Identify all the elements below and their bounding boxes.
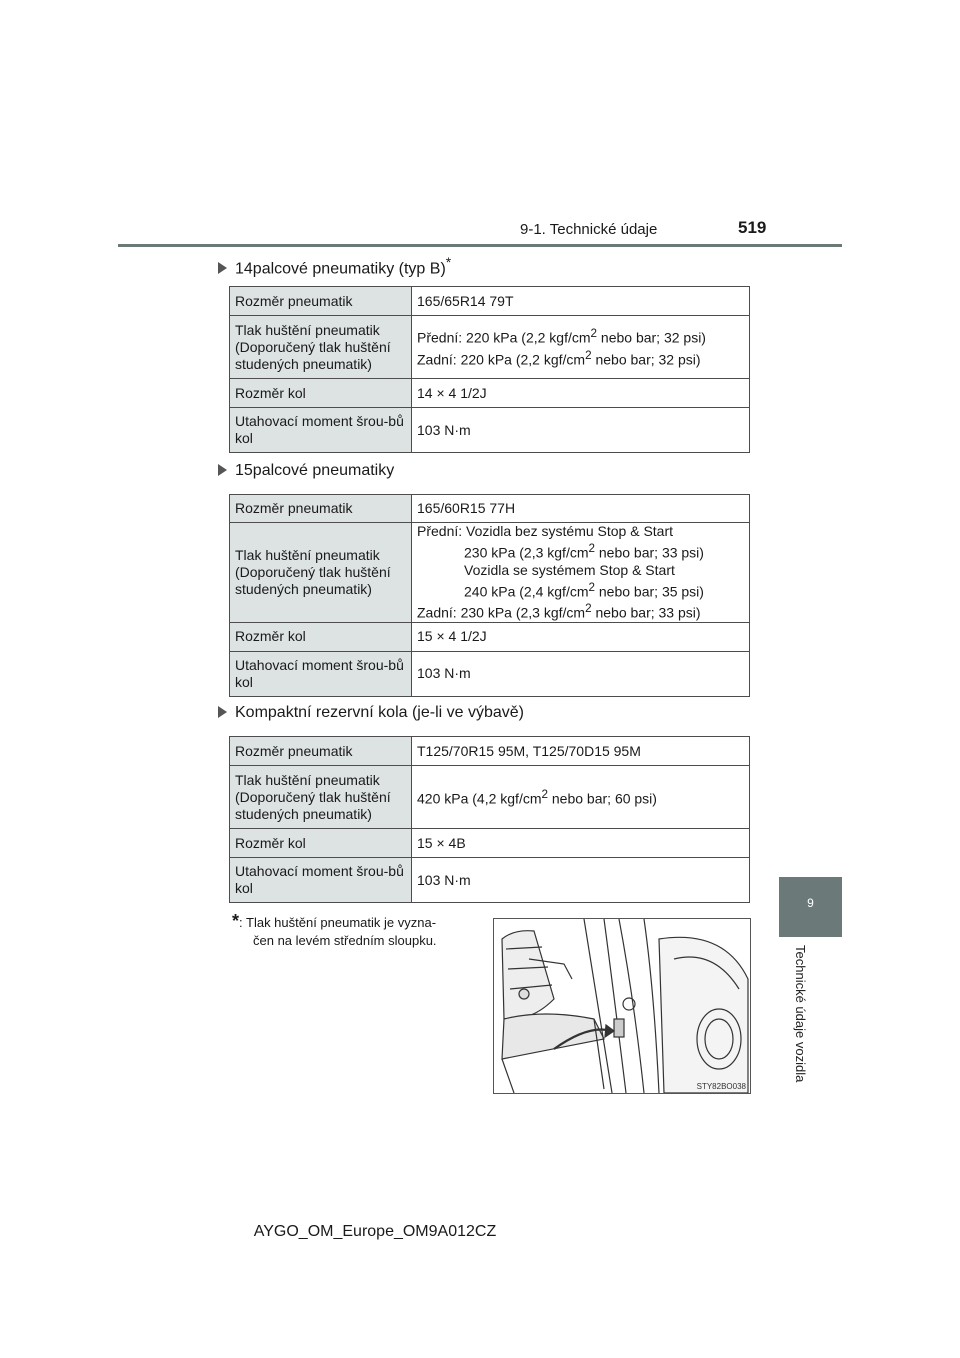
page-number: 519 [738, 218, 767, 237]
table-row [230, 316, 750, 379]
arrow-bullet-icon [218, 262, 227, 274]
table-row [230, 287, 750, 316]
row-label: Tlak huštění pneumatik (Doporučený tlak huštění studených pneumatik) [230, 523, 412, 623]
row-value: Přední: 220 kPa (2,2 kgf/$cm^2$ nebo bar; 32 psi) Zadní: 220 kPa (2,2 kgf/$cm^2$ nebo bar; 32 psi) [412, 316, 750, 379]
pillar-label-illustration [493, 918, 751, 1094]
row-value: 165/60R15 77H [412, 495, 750, 523]
section-heading-15-inch: 15palcové pneumatiky [218, 462, 394, 480]
row-label: Rozměr kol [230, 379, 412, 408]
table-row [230, 408, 750, 453]
row-value: Přední: Vozidla bez systému Stop & Start 230 kPa (2,3 kgf/$cm^2$ nebo bar; 33 psi) Vozidla se systémem Stop & Start 240 kPa (2,4 kgf/$cm^2$ nebo bar; 35 psi) Zadní: 230 kPa (2,3 kgf/$cm^2$ nebo bar; 33 psi) [412, 523, 750, 623]
row-value: 420 kPa (4,2 kgf/$cm^2$ nebo bar; 60 psi) [412, 766, 750, 829]
chapter-number: 9 [807, 896, 814, 910]
row-label: Rozměr pneumatik [230, 495, 412, 523]
row-label: Rozměr pneumatik [230, 287, 412, 316]
row-label: Rozměr pneumatik [230, 737, 412, 766]
row-value: 103 N·m [412, 651, 750, 696]
row-value: 14 × 4 1/2J [412, 379, 750, 408]
table-row [230, 858, 750, 903]
footnote: *: Tlak huštění pneumatik je vyzna- čen na levém středním sloupku. [232, 911, 437, 948]
tire-spec-table-spare [229, 736, 750, 903]
row-label: Rozměr kol [230, 622, 412, 651]
tire-spec-table-14 [229, 286, 750, 453]
asterisk-mark: * [232, 911, 240, 931]
table-row [230, 651, 750, 696]
row-value: 15 × 4 1/2J [412, 622, 750, 651]
header-divider [118, 244, 842, 247]
row-value: T125/70R15 95M, T125/70D15 95M [412, 737, 750, 766]
arrow-bullet-icon [218, 464, 227, 476]
car-door-pillar-image [494, 919, 750, 1093]
row-value: 165/65R14 79T [412, 287, 750, 316]
section-title: 9-1. Technické údaje [520, 221, 658, 238]
table-row [230, 829, 750, 858]
table-row [230, 622, 750, 651]
tire-spec-table-15 [229, 494, 750, 697]
row-label: Tlak huštění pneumatik (Doporučený tlak huštění studených pneumatik) [230, 316, 412, 379]
table-row [230, 523, 750, 623]
row-value: 15 × 4B [412, 829, 750, 858]
section-heading-spare: Kompaktní rezervní kola (je-li ve výbavě) [218, 704, 524, 722]
document-id: AYGO_OM_Europe_OM9A012CZ [253, 1223, 497, 1240]
row-label: Utahovací moment šrou-bů kol [230, 858, 412, 903]
row-label: Rozměr kol [230, 829, 412, 858]
row-label: Tlak huštění pneumatik (Doporučený tlak huštění studených pneumatik) [230, 766, 412, 829]
row-label: Utahovací moment šrou-bů kol [230, 408, 412, 453]
table-row [230, 495, 750, 523]
table-row [230, 379, 750, 408]
asterisk-mark: * [445, 254, 452, 270]
row-label: Utahovací moment šrou-bů kol [230, 651, 412, 696]
table-row [230, 737, 750, 766]
chapter-title: Technické údaje vozidla [793, 945, 808, 1083]
arrow-bullet-icon [218, 706, 227, 718]
row-value: 103 N·m [412, 858, 750, 903]
table-row [230, 766, 750, 829]
row-value: 103 N·m [412, 408, 750, 453]
figure-code: STY82BO038 [696, 1082, 746, 1091]
section-heading-14-inch: 14palcové pneumatiky (typ B)* [218, 254, 451, 278]
